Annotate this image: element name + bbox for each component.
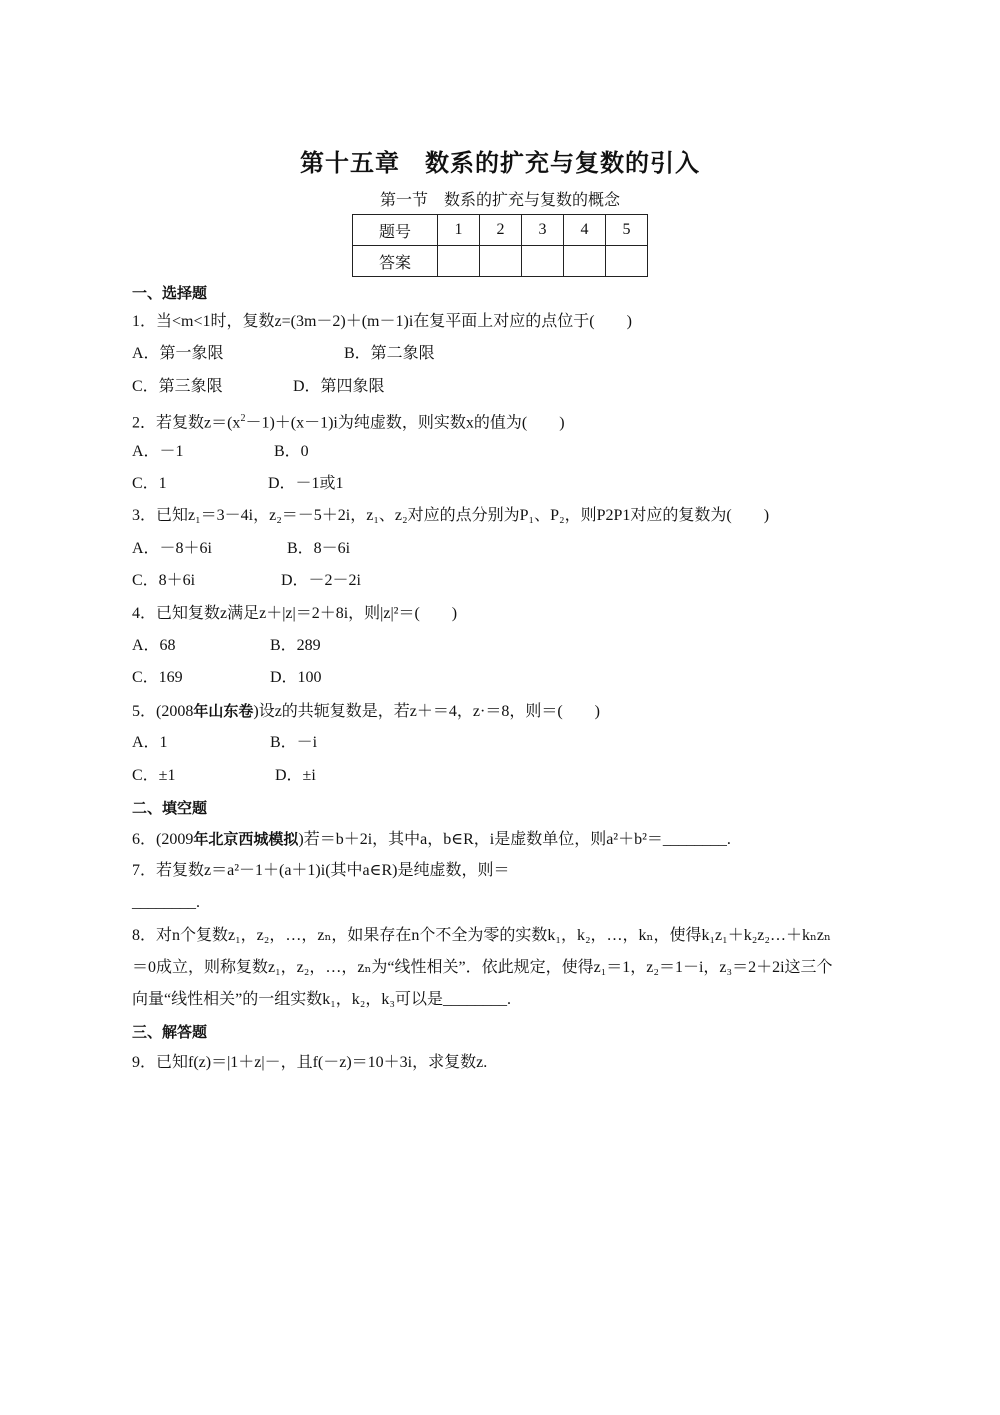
answer-cell [522, 246, 564, 277]
q5-option-b: B．－i [270, 734, 318, 751]
q2-stem [132, 409, 565, 433]
q4-stem: 4．已知复数z满足z＋|z|＝2＋8i，则|z|²＝( ) [132, 605, 458, 622]
q9-stem: 9．已知f(z)＝|1＋z|－，且f(－z)＝10＋3i，求复数z. [132, 1054, 488, 1071]
q7-stem-line2: ________. [132, 894, 200, 911]
answer-table-number: 5 [606, 215, 648, 246]
q8-stem-line1: 8．对n个复数z₁，z₂，…，zₙ，如果存在n个不全为零的实数k₁，k₂，…，kₙ，使得k₁z₁＋k₂z₂…＋kₙzₙ [132, 927, 831, 944]
section-heading-fill: 二、填空题 [132, 799, 208, 817]
q1-option-d: D．第四象限 [293, 378, 385, 395]
answer-table-number: 2 [480, 215, 522, 246]
answer-table-header-number: 题号 [353, 215, 438, 246]
answer-cell [606, 246, 648, 277]
section-subtitle: 第一节 数系的扩充与复数的概念 [379, 192, 620, 209]
q5-stem [132, 701, 600, 722]
q2-stem-sup: 2 [240, 413, 246, 424]
answer-table-row-numbers [353, 215, 648, 246]
q6-stem [132, 829, 731, 850]
q1-option-b: B．第二象限 [344, 345, 435, 362]
q1-option-c: C．第三象限 [132, 378, 223, 395]
q2-option-c: C．1 [132, 475, 167, 492]
answer-table-header-answer: 答案 [353, 246, 438, 277]
q5-option-d: D．±i [275, 767, 316, 784]
q5-stem-post: )设z的共轭复数是，若z＋＝4，z·＝8，则＝( ) [253, 703, 600, 720]
q2-stem-post: －1)＋(x－1)i为纯虚数，则实数x的值为( ) [245, 414, 565, 432]
q3-option-b: B．8－6i [287, 540, 351, 557]
answer-table-number: 1 [438, 215, 480, 246]
answer-cell [564, 246, 606, 277]
q3-option-c: C．8＋6i [132, 572, 196, 589]
answer-cell [438, 246, 480, 277]
answer-table-row-answers [353, 246, 648, 277]
section-heading-solve: 三、解答题 [132, 1023, 208, 1041]
q6-stem-post: )若＝b＋2i，其中a，b∈R，i是虚数单位，则a²＋b²＝________. [298, 831, 731, 848]
q4-option-c: C．169 [132, 669, 183, 686]
q5-option-c: C．±1 [132, 767, 176, 784]
q4-option-b: B．289 [270, 637, 321, 654]
q3-option-d: D．－2－2i [281, 572, 362, 589]
q6-stem-pre: 6．(2009 [132, 831, 194, 848]
q5-option-a: A．1 [132, 734, 168, 751]
q7-stem-line1: 7．若复数z＝a²－1＋(a＋1)i(其中a∈R)是纯虚数，则＝ [132, 862, 510, 879]
q8-stem-line3: 向量“线性相关”的一组实数k₁，k₂，k₃可以是________. [132, 991, 511, 1008]
q2-option-a: A．－1 [132, 443, 184, 460]
q6-stem-source: 年北京西城模拟 [193, 830, 299, 848]
q3-stem: 3．已知z₁＝3－4i，z₂＝－5＋2i，z₁、z₂对应的点分别为P₁、P₂，则P2P1对应的复数为( ) [132, 507, 770, 524]
answer-table-number: 4 [564, 215, 606, 246]
q4-option-a: A．68 [132, 637, 176, 654]
q5-stem-source: 年山东卷 [193, 702, 254, 720]
q8-stem-line2: ＝0成立，则称复数z₁，z₂，…，zₙ为“线性相关”．依此规定，使得z₁＝1，z₂＝1－i，z₃＝2＋2i这三个 [132, 959, 833, 976]
q2-option-b: B．0 [274, 443, 309, 460]
q2-option-d: D．－1或1 [268, 475, 344, 492]
q1-option-a: A．第一象限 [132, 345, 224, 362]
q3-option-a: A．－8＋6i [132, 540, 213, 557]
q4-option-d: D．100 [270, 669, 322, 686]
answer-cell [480, 246, 522, 277]
chapter-title: 第十五章 数系的扩充与复数的引入 [300, 149, 700, 177]
section-heading-choice: 一、选择题 [132, 284, 208, 302]
q5-stem-pre: 5．(2008 [132, 703, 194, 720]
q1-stem: 1．当<m<1时，复数z=(3m－2)＋(m－1)i在复平面上对应的点位于( ) [132, 313, 632, 330]
answer-table [352, 214, 648, 277]
q2-stem-pre: 2．若复数z＝(x [132, 414, 241, 432]
answer-table-number: 3 [522, 215, 564, 246]
